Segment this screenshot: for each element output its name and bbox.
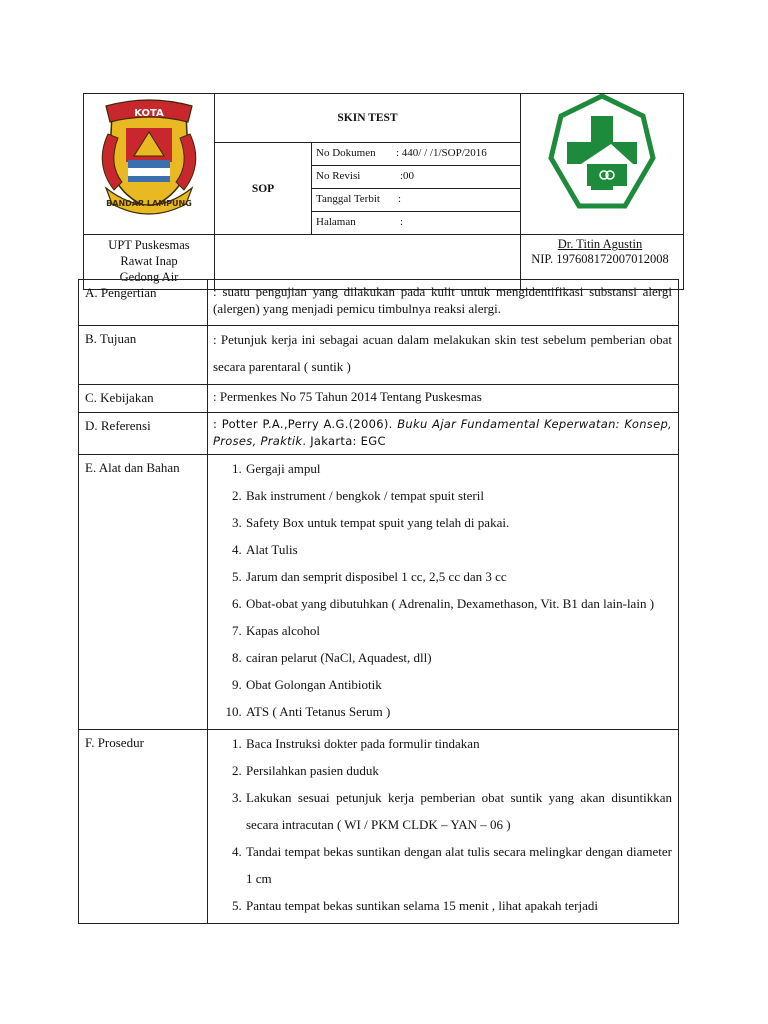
list-item: 3. Lakukan sesuai petunjuk kerja pemberian obat suntik yang akan disuntikkan secara intracutan ( WI / PKM CLDK – YAN – 06 ) [245,784,672,838]
section-row [79,413,679,455]
org-line: Gedong Air [119,270,179,284]
section-label: D. Referensi [79,413,208,455]
right-logo-cell [521,94,684,235]
list-item: 4. Alat Tulis [245,536,672,563]
list-item: 7. Kapas alcohol [245,617,672,644]
section-label: F. Prosedur [79,730,208,924]
org-line: UPT Puskesmas [108,238,190,252]
section-row [79,455,679,730]
emblem-top-text: KOTA [134,108,164,119]
section-label: B. Tujuan [79,326,208,385]
meta-label: No Revisi [316,170,361,182]
section-list [208,730,679,924]
list-item: 1. Baca Instruksi dokter pada formulir tindakan [245,730,672,757]
document-title: SKIN TEST [215,94,521,143]
list-item: 3. Safety Box untuk tempat spuit yang telah di pakai. [245,509,672,536]
sop-body-table [78,279,679,924]
header-table [83,93,684,290]
list-item: 5. Pantau tempat bekas suntikan selama 15 menit , lihat apakah terjadi [245,892,672,919]
meta-value: : [400,216,404,228]
city-emblem-icon [84,94,214,223]
section-label: E. Alat dan Bahan [79,455,208,730]
signer-name: Dr. Titin Agustin [557,237,643,251]
reference-prefix: : Potter P.A.,Perry A.G.(2006). [213,417,398,431]
left-logo-cell [84,94,215,235]
section-reference [208,413,679,455]
sop-label: SOP [215,143,312,235]
meta-no-dokumen [312,143,521,166]
section-row [79,326,679,385]
meta-halaman [312,212,521,235]
list-item: 6. Obat-obat yang dibutuhkan ( Adrenalin, Dexamethason, Vit. B1 dan lain-lain ) [245,590,672,617]
list-item: 2. Persilahkan pasien duduk [245,757,672,784]
signer-nip: NIP. 197608172007012008 [531,252,669,266]
list-item: 1. Gergaji ampul [245,455,672,482]
reference-title: Buku Ajar Fundamental Keperwatan: Konsep, Proses, Praktik [213,417,672,448]
list-item: 9. Obat Golongan Antibiotik [245,671,672,698]
meta-value: : [398,193,402,205]
list-item: 8. cairan pelarut (NaCl, Aquadest, dll) [245,644,672,671]
list-item: 4. Tandai tempat bekas suntikan dengan alat tulis secara melingkar dengan diameter 1 cm [245,838,672,892]
section-text: : suatu pengujian yang dilakukan pada kulit untuk mengidentifikasi substansi alergi (alergen) yang menjadi pemicu timbulnya reaksi alergi. [208,280,679,326]
reference-suffix: . Jakarta: EGC [302,434,386,448]
section-text: : Permenkes No 75 Tahun 2014 Tentang Puskesmas [208,385,679,413]
section-label: C. Kebijakan [79,385,208,413]
meta-tanggal-terbit [312,189,521,212]
section-row [79,730,679,924]
list-item: 10. ATS ( Anti Tetanus Serum ) [245,698,672,725]
equipment-list [213,455,672,725]
section-text: : Petunjuk kerja ini sebagai acuan dalam melakukan skin test sebelum pemberian obat secara parentaral ( suntik ) [208,326,679,385]
meta-label: No Dokumen [316,147,376,159]
org-line: Rawat Inap [120,254,178,268]
section-label: A. Pengertian [79,280,208,326]
list-item: 2. Bak instrument / bengkok / tempat spuit steril [245,482,672,509]
meta-value: :00 [400,170,415,182]
section-row [79,385,679,413]
meta-value: : 440/ / /1/SOP/2016 [396,147,487,159]
meta-no-revisi [312,166,521,189]
list-item: 5. Jarum dan semprit disposibel 1 cc, 2,5 cc dan 3 cc [245,563,672,590]
meta-label: Halaman [316,216,356,228]
section-list [208,455,679,730]
section-row [79,280,679,326]
procedure-list [213,730,672,919]
emblem-bottom-text: BANDAR LAMPUNG [106,199,192,208]
meta-label: Tanggal Terbit [316,193,380,205]
puskesmas-logo-icon [521,94,683,223]
